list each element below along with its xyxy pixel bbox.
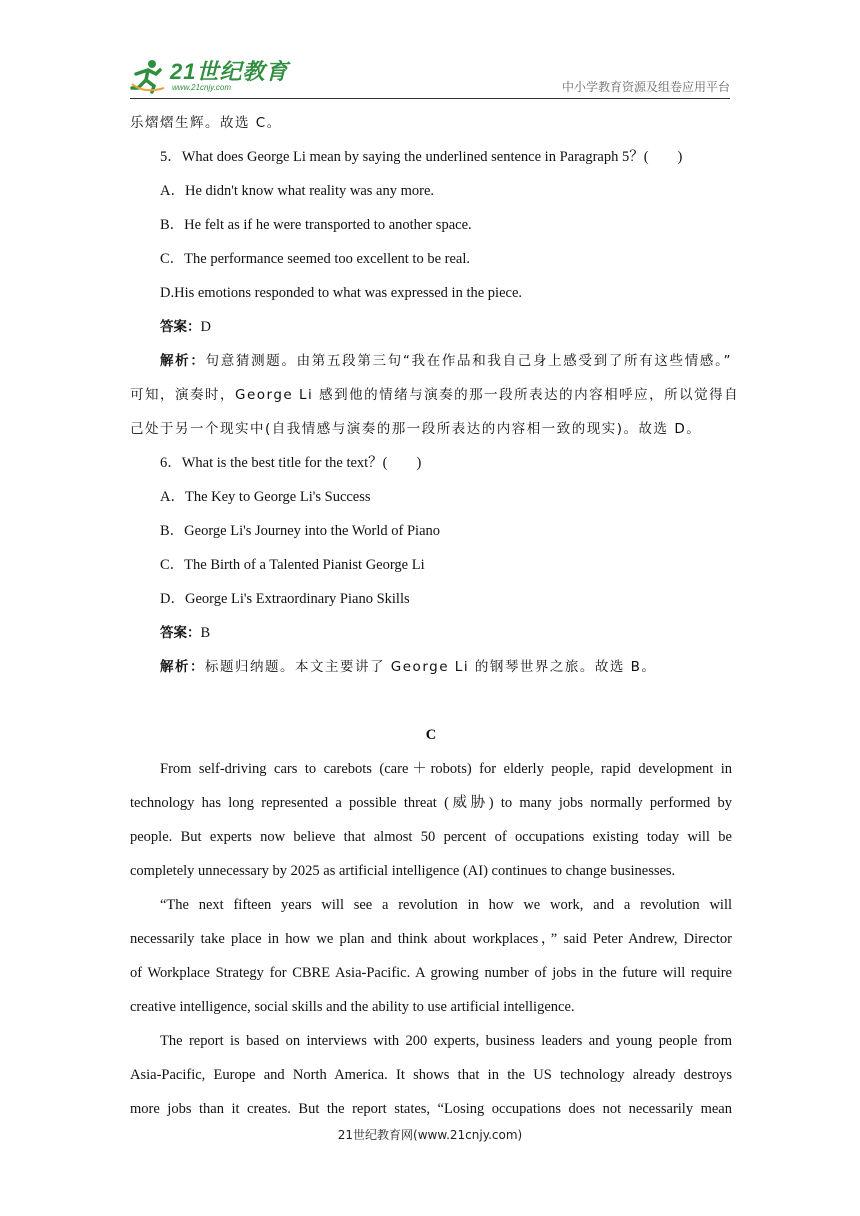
question-5-stem: 5．What does George Li mean by saying the underlined sentence in Paragraph 5？( ) [160,149,683,165]
passage-c-p2-line-1: “The next fifteen years will see a revolution in how we work, and a revolution will [160,897,732,913]
passage-c-p3-line-1: The report is based on interviews with 200 experts, business leaders and young people from [160,1033,732,1049]
question-6-stem: 6．What is the best title for the text？( ) [160,455,422,471]
question-6-analysis [130,650,732,684]
question-5-option-c: C．The performance seemed too excellent to be real. [160,251,471,267]
passage-c-p1-line-2: technology has long represented a possible threat (威胁) to many jobs normally performed by [130,795,732,811]
passage-c-p2-line-2: necessarily take place in how we plan and think about workplaces，” said Peter Andrew, Director [130,931,732,947]
page-header [130,56,730,99]
passage-c-p1-line-3: people. But experts now believe that almost 50 percent of occupations existing today will be [130,829,732,845]
passage-c-p2-line-3: of Workplace Strategy for CBRE Asia-Pacific. A growing number of jobs in the future will require [130,965,732,981]
page-footer: 21世纪教育网(www.21cnjy.com) [337,1128,523,1142]
answer-label: 答案： [160,319,201,335]
passage-c-p2-line-4: creative intelligence, social skills and the ability to use artificial intelligence. [130,999,575,1015]
analysis-label: 解析： [160,353,206,369]
question-5-option-d: D.His emotions responded to what was expressed in the piece. [160,285,523,301]
runner-logo-icon [130,58,168,94]
question-5-analysis-line-1 [130,344,732,378]
passage-c-p3-line-2: Asia-Pacific, Europe and North America. It shows that in the US technology already destroys [130,1067,732,1083]
analysis-text: 标题归纳题。本文主要讲了 George Li 的钢琴世界之旅。故选 B。 [205,659,657,675]
answer-label: 答案： [160,625,201,641]
header-tagline: 中小学教育资源及组卷应用平台 [561,80,730,94]
previous-analysis-tail: 乐熠熠生辉。故选 C。 [130,115,282,131]
question-6-option-a: A．The Key to George Li's Success [160,489,371,505]
logo [130,58,288,94]
passage-c-p1-line-1: From self-driving cars to carebots (care＋robots) for elderly people, rapid development in [160,761,732,777]
analysis-label: 解析： [160,659,205,675]
question-5-option-a: A．He didn't know what reality was any more. [160,183,435,199]
question-5-analysis-line-3: 己处于另一个现实中(自我情感与演奏的那一段所表达的内容相一致的现实)。故选 D。 [130,421,702,437]
question-5-option-b: B．He felt as if he were transported to another space. [160,217,472,233]
question-6-option-b: B．George Li's Journey into the World of Piano [160,523,441,539]
passage-c-p1-line-4: completely unnecessary by 2025 as artificial intelligence (AI) continues to change businesses. [130,863,676,879]
logo-title: 21世纪教育 [170,58,289,84]
logo-url: www.21cnjy.com [172,82,231,92]
question-6-option-c: C．The Birth of a Talented Pianist George Li [160,557,425,573]
answer-value: B [200,625,211,641]
question-6-option-d: D．George Li's Extraordinary Piano Skills [160,591,410,607]
passage-c-p3-line-3: more jobs than it creates. But the report states, “Losing occupations does not necessarily mean [130,1101,732,1117]
question-5-answer [130,310,732,344]
analysis-text: 句意猜测题。由第五段第三句“我在作品和我自己身上感受到了所有这些情感。” [205,353,733,369]
question-5-analysis-line-2: 可知，演奏时，George Li 感到他的情绪与演奏的那一段所表达的内容相呼应，所以觉得自 [130,387,740,403]
question-6-answer [130,616,732,650]
answer-value: D [200,319,211,335]
document-body [130,106,740,1126]
passage-c-title: C [425,727,437,743]
